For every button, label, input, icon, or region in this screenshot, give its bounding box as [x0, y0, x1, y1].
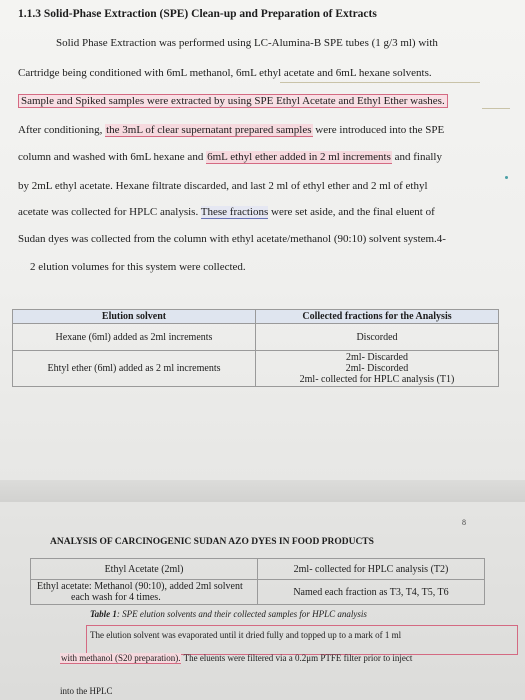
highlighted-sentence: Sample and Spiked samples were extracted by using SPE Ethyl Acetate and Ethyl Ether washes. — [18, 94, 448, 108]
paragraph-line-2: Cartridge being conditioned with 6mL methanol, 6mL ethyl acetate and 6mL hexane solvents. — [18, 67, 432, 79]
table-header-row — [13, 310, 499, 324]
comment-connector — [482, 108, 510, 109]
table-cell: Discorded — [256, 324, 499, 351]
page-number: 8 — [462, 518, 466, 527]
paragraph2-line-2: with methanol (S20 preparation). The eluents were filtered via a 0.2μm PTFE filter prior to inject — [61, 653, 413, 663]
paragraph-line-7: acetate was collected for HPLC analysis. These fractions were set aside, and the final eluent of — [18, 206, 435, 218]
table-cell: Hexane (6ml) added as 2ml increments — [13, 324, 256, 351]
table-cell: Ethyl acetate: Methanol (90:10), added 2ml solvent each wash for 4 times. — [31, 580, 258, 605]
table-cell: 2ml- collected for HPLC analysis (T2) — [258, 559, 485, 580]
table-caption: Table 1: SPE elution solvents and their collected samples for HPLC analysis — [90, 609, 367, 619]
elution-table-continued — [30, 558, 485, 605]
table-cell: Ehtyl ether (6ml) added as 2 ml increments — [13, 351, 256, 387]
highlight-supernatant: the 3mL of clear supernatant prepared samples — [106, 124, 312, 136]
dotted-separator — [280, 82, 480, 83]
running-title: ANALYSIS OF CARCINOGENIC SUDAN AZO DYES IN FOOD PRODUCTS — [50, 537, 374, 547]
highlight-fractions: These fractions — [200, 206, 269, 218]
paragraph-line-9: 2 elution volumes for this system were collected. — [30, 261, 246, 273]
paragraph-line-5: column and washed with 6mL hexane and 6mL ethyl ether added in 2 ml increments and finally — [18, 151, 442, 163]
paragraph-line-3 — [18, 94, 448, 108]
table-header-cell: Elution solvent — [13, 310, 256, 324]
paragraph2-line-3: into the HPLC — [60, 686, 113, 696]
paragraph2-line-1: The elution solvent was evaporated until it dried fully and topped up to a mark of 1 ml — [90, 630, 402, 640]
table-cell: Ethyl Acetate (2ml) — [31, 559, 258, 580]
table-row — [31, 559, 485, 580]
table-header-cell: Collected fractions for the Analysis — [256, 310, 499, 324]
highlight-ethyl-ether: 6mL ethyl ether added in 2 ml increments — [207, 151, 391, 163]
page-gap — [0, 480, 525, 502]
table-row — [13, 351, 499, 387]
paragraph-line-6: by 2mL ethyl acetate. Hexane filtrate discarded, and last 2 ml of ethyl ether and 2 ml of ethyl — [18, 180, 428, 192]
section-heading: 1.1.3 Solid-Phase Extraction (SPE) Clean-up and Preparation of Extracts — [18, 8, 377, 20]
table-row — [31, 580, 485, 605]
paragraph-line-8: Sudan dyes was collected from the column with ethyl acetate/methanol (90:10) solvent system.4- — [18, 233, 446, 245]
elution-table — [12, 309, 499, 387]
comment-marker — [505, 176, 508, 179]
table-cell: Named each fraction as T3, T4, T5, T6 — [258, 580, 485, 605]
paragraph-line-1: Solid Phase Extraction was performed using LC-Alumina-B SPE tubes (1 g/3 ml) with — [56, 37, 438, 49]
table-row — [13, 324, 499, 351]
table-cell: 2ml- Discarded 2ml- Discorded 2ml- collected for HPLC analysis (T1) — [256, 351, 499, 387]
paragraph-line-4: After conditioning, the 3mL of clear supernatant prepared samples were introduced into the SPE — [18, 124, 445, 136]
